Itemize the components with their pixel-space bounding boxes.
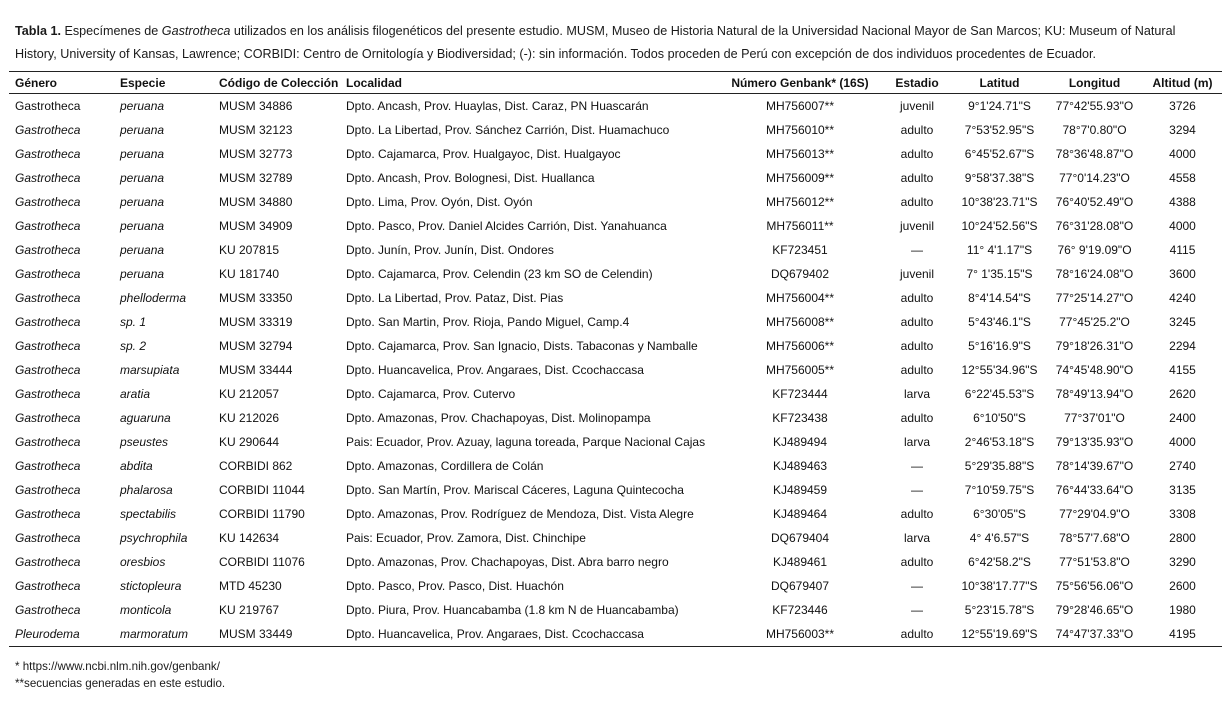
cell-localidad: Dpto. San Martín, Prov. Mariscal Cáceres, Laguna Quintecocha (346, 483, 684, 497)
cell-altitud: 4388 (1169, 195, 1196, 209)
cell-altitud: 4240 (1169, 291, 1196, 305)
table-row (9, 526, 1222, 550)
cell-genero: Gastrotheca (15, 531, 81, 545)
cell-localidad: Dpto. Amazonas, Prov. Chachapoyas, Dist. Abra barro negro (346, 555, 669, 569)
cell-codigo: MUSM 33319 (219, 315, 293, 329)
cell-longitud: 75°56'56.06"O (1055, 579, 1134, 593)
cell-localidad: Pais: Ecuador, Prov. Azuay, laguna toreada, Parque Nacional Cajas (346, 435, 706, 449)
cell-genbank: MH756006** (765, 339, 835, 353)
cell-latitud: 12°55'34.96"S (961, 363, 1038, 377)
cell-latitud: 2°46'53.18"S (964, 435, 1035, 449)
cell-genbank: KF723444 (772, 387, 828, 401)
cell-longitud: 77°37'01"O (1064, 411, 1125, 425)
header-altitud: Altitud (m) (1143, 72, 1222, 94)
cell-longitud: 76°40'52.49"O (1055, 195, 1134, 209)
cell-genero: Gastrotheca (15, 339, 81, 353)
footnote-sequences: **secuencias generadas en este estudio. (15, 677, 226, 690)
cell-estadio: adulto (900, 555, 934, 569)
cell-especie: monticola (120, 603, 172, 617)
cell-localidad: Dpto. Junín, Prov. Junín, Dist. Ondores (346, 243, 554, 257)
cell-estadio: adulto (900, 147, 934, 161)
table-row (9, 118, 1222, 142)
cell-genbank: MH756005** (765, 363, 835, 377)
cell-genbank: KF723446 (772, 603, 828, 617)
cell-genbank: KJ489459 (772, 483, 828, 497)
cell-latitud: 10°24'52.56"S (961, 219, 1038, 233)
cell-longitud: 76° 9'19.09"O (1057, 243, 1132, 257)
cell-altitud: 3294 (1169, 123, 1196, 137)
cell-especie: peruana (120, 195, 165, 209)
cell-latitud: 4° 4'6.57"S (969, 531, 1030, 545)
cell-especie: aratia (120, 387, 151, 401)
cell-localidad: Dpto. Amazonas, Prov. Chachapoyas, Dist. Molinopampa (346, 411, 651, 425)
cell-especie: phalarosa (120, 483, 173, 497)
cell-longitud: 77°51'53.8"O (1059, 555, 1130, 569)
cell-longitud: 79°18'26.31"O (1055, 339, 1134, 353)
cell-localidad: Dpto. Lima, Prov. Oyón, Dist. Oyón (346, 195, 533, 209)
cell-altitud: 4155 (1169, 363, 1196, 377)
cell-genbank: DQ679402 (770, 267, 830, 281)
table-header-row (9, 72, 1222, 94)
cell-longitud: 78°16'24.08"O (1055, 267, 1134, 281)
cell-localidad: Dpto. Pasco, Prov. Daniel Alcides Carrión, Dist. Yanahuanca (346, 219, 667, 233)
cell-codigo: KU 181740 (219, 267, 280, 281)
cell-genero: Gastrotheca (15, 267, 81, 281)
cell-estadio: adulto (900, 123, 934, 137)
cell-codigo: MTD 45230 (219, 579, 282, 593)
cell-genero: Gastrotheca (15, 411, 81, 425)
cell-latitud: 10°38'17.77"S (961, 579, 1038, 593)
cell-longitud: 79°13'35.93"O (1055, 435, 1134, 449)
cell-localidad: Dpto. Ancash, Prov. Bolognesi, Dist. Huallanca (346, 171, 595, 185)
table-row (9, 310, 1222, 334)
cell-genero: Gastrotheca (15, 387, 81, 401)
cell-codigo: CORBIDI 11076 (219, 555, 305, 569)
cell-codigo: KU 212057 (219, 387, 280, 401)
cell-genbank: KJ489461 (772, 555, 828, 569)
cell-codigo: KU 212026 (219, 411, 280, 425)
table-row (9, 430, 1222, 454)
cell-codigo: CORBIDI 862 (219, 459, 293, 473)
cell-altitud: 3245 (1169, 315, 1196, 329)
cell-especie: peruana (120, 123, 165, 137)
cell-localidad: Dpto. Amazonas, Cordillera de Colán (346, 459, 544, 473)
caption-genus: Gastrotheca (161, 24, 231, 38)
table-row (9, 142, 1222, 166)
header-longitud: Longitud (1046, 72, 1143, 94)
cell-codigo: KU 142634 (219, 531, 280, 545)
table-row (9, 406, 1222, 430)
cell-genero: Gastrotheca (15, 483, 81, 497)
cell-codigo: MUSM 34880 (219, 195, 293, 209)
header-especie: Especie (114, 72, 213, 94)
cell-genero: Gastrotheca (15, 507, 81, 521)
cell-altitud: 3600 (1169, 267, 1196, 281)
cell-especie: peruana (120, 99, 165, 113)
cell-altitud: 2800 (1169, 531, 1196, 545)
cell-especie: peruana (120, 267, 165, 281)
cell-especie: marsupiata (120, 363, 180, 377)
cell-codigo: MUSM 34909 (219, 219, 293, 233)
cell-altitud: 4115 (1169, 243, 1196, 257)
cell-especie: abdita (120, 459, 153, 473)
cell-codigo: KU 219767 (219, 603, 280, 617)
cell-especie: peruana (120, 171, 165, 185)
cell-localidad: Dpto. Ancash, Prov. Huaylas, Dist. Caraz, PN Huascarán (346, 99, 649, 113)
table-row (9, 622, 1222, 647)
cell-localidad: Dpto. San Martin, Prov. Rioja, Pando Miguel, Camp.4 (346, 315, 630, 329)
cell-codigo: MUSM 32773 (219, 147, 293, 161)
table-row (9, 94, 1222, 119)
cell-longitud: 79°28'46.65"O (1055, 603, 1134, 617)
cell-estadio: adulto (900, 315, 934, 329)
cell-longitud: 76°31'28.08"O (1055, 219, 1134, 233)
cell-estadio: adulto (900, 339, 934, 353)
cell-estadio: — (911, 579, 923, 593)
cell-genbank: KF723438 (772, 411, 828, 425)
table-row (9, 286, 1222, 310)
cell-especie: spectabilis (120, 507, 177, 521)
cell-longitud: 77°29'04.9"O (1059, 507, 1130, 521)
cell-estadio: adulto (881, 622, 953, 647)
cell-codigo: KU 207815 (219, 243, 280, 257)
cell-localidad: Dpto. La Libertad, Prov. Pataz, Dist. Pias (346, 291, 564, 305)
cell-genero: Gastrotheca (15, 123, 81, 137)
table-row (9, 454, 1222, 478)
cell-genero: Gastrotheca (15, 363, 81, 377)
table-caption (15, 20, 1215, 66)
cell-genero: Gastrotheca (15, 243, 81, 257)
cell-latitud: 6°30'05"S (973, 507, 1026, 521)
footnotes (15, 658, 225, 692)
cell-latitud: 6°42'58.2"S (968, 555, 1031, 569)
cell-altitud: 2400 (1169, 411, 1196, 425)
cell-especie: aguaruna (120, 411, 171, 425)
cell-altitud: 3308 (1169, 507, 1196, 521)
cell-localidad: Dpto. Cajamarca, Prov. Cutervo (346, 387, 516, 401)
cell-genero: Gastrotheca (15, 171, 81, 185)
cell-codigo: MUSM 32123 (219, 123, 293, 137)
cell-estadio: adulto (900, 363, 934, 377)
cell-altitud: 3290 (1169, 555, 1196, 569)
cell-latitud: 11° 4'1.17"S (966, 243, 1033, 257)
cell-longitud: 74°45'48.90"O (1055, 363, 1134, 377)
cell-genbank: MH756009** (765, 171, 835, 185)
cell-genbank: MH756003** (719, 622, 881, 647)
cell-estadio: — (911, 243, 923, 257)
cell-longitud: 77°42'55.93"O (1055, 99, 1134, 113)
cell-especie: oresbios (120, 555, 166, 569)
table-row (9, 574, 1222, 598)
table-row (9, 214, 1222, 238)
cell-especie: psychrophila (120, 531, 188, 545)
cell-genero: Gastrotheca (15, 315, 81, 329)
cell-latitud: 5°29'35.88"S (964, 459, 1035, 473)
cell-latitud: 9°58'37.38"S (964, 171, 1035, 185)
cell-localidad: Dpto. Pasco, Prov. Pasco, Dist. Huachón (346, 579, 564, 593)
cell-genero: Gastrotheca (15, 147, 81, 161)
cell-localidad: Dpto. Huancavelica, Prov. Angaraes, Dist. Ccochaccasa (340, 622, 719, 647)
cell-codigo: MUSM 32794 (219, 339, 293, 353)
cell-genbank: KJ489464 (772, 507, 828, 521)
table-row (9, 382, 1222, 406)
cell-genero: Gastrotheca (15, 435, 81, 449)
cell-especie: stictopleura (120, 579, 182, 593)
cell-latitud: 7°53'52.95"S (964, 123, 1035, 137)
cell-codigo: CORBIDI 11790 (219, 507, 305, 521)
cell-codigo: MUSM 33444 (219, 363, 293, 377)
cell-genero: Gastrotheca (15, 459, 81, 473)
cell-altitud: 2294 (1169, 339, 1196, 353)
cell-altitud: 4000 (1169, 147, 1196, 161)
cell-longitud: 78°7'0.80"O (1062, 123, 1127, 137)
cell-especie: sp. 1 (120, 315, 147, 329)
cell-estadio: — (911, 603, 923, 617)
cell-altitud: 1980 (1169, 603, 1196, 617)
cell-longitud: 76°44'33.64"O (1055, 483, 1134, 497)
table-row (9, 550, 1222, 574)
cell-genero: Gastrotheca (15, 291, 81, 305)
cell-estadio: adulto (900, 411, 934, 425)
cell-localidad: Dpto. Cajamarca, Prov. Celendin (23 km SO de Celendin) (346, 267, 653, 281)
cell-latitud: 5°23'15.78"S (964, 603, 1035, 617)
header-genero: Género (9, 72, 114, 94)
cell-genbank: DQ679407 (770, 579, 830, 593)
cell-especie: phelloderma (120, 291, 187, 305)
cell-longitud: 78°57'7.68"O (1059, 531, 1130, 545)
cell-estadio: adulto (900, 291, 934, 305)
cell-codigo: CORBIDI 11044 (219, 483, 305, 497)
cell-latitud: 6°45'52.67"S (964, 147, 1035, 161)
cell-latitud: 8°4'14.54"S (968, 291, 1031, 305)
footnote-genbank-url: * https://www.ncbi.nlm.nih.gov/genbank/ (15, 660, 220, 673)
table-row (9, 358, 1222, 382)
cell-latitud: 12°55'19.69"S (953, 622, 1046, 647)
cell-altitud: 2600 (1169, 579, 1196, 593)
table-row (9, 334, 1222, 358)
table-row (9, 598, 1222, 622)
cell-estadio: — (911, 483, 923, 497)
cell-longitud: 77°45'25.2"O (1059, 315, 1130, 329)
table-row (9, 502, 1222, 526)
header-latitud: Latitud (953, 72, 1046, 94)
cell-latitud: 10°38'23.71"S (961, 195, 1038, 209)
cell-estadio: juvenil (899, 99, 935, 113)
cell-genbank: KJ489463 (772, 459, 828, 473)
cell-estadio: juvenil (899, 219, 935, 233)
table-row (9, 166, 1222, 190)
cell-localidad: Dpto. Amazonas, Prov. Rodríguez de Mendoza, Dist. Vista Alegre (346, 507, 694, 521)
cell-latitud: 6°10'50"S (973, 411, 1026, 425)
cell-estadio: adulto (900, 195, 934, 209)
caption-text-1: Especímenes de (60, 24, 162, 38)
caption-label: Tabla 1. (15, 24, 61, 38)
cell-altitud: 4558 (1169, 171, 1196, 185)
cell-latitud: 7°10'59.75"S (964, 483, 1035, 497)
table-row (9, 190, 1222, 214)
cell-latitud: 5°43'46.1"S (968, 315, 1031, 329)
cell-longitud: 78°14'39.67"O (1055, 459, 1134, 473)
cell-longitud: 74°47'37.33"O (1046, 622, 1143, 647)
cell-especie: peruana (120, 219, 165, 233)
cell-longitud: 78°49'13.94"O (1055, 387, 1134, 401)
cell-localidad: Dpto. Huancavelica, Prov. Angaraes, Dist. Ccochaccasa (346, 363, 644, 377)
cell-especie: peruana (120, 147, 165, 161)
cell-especie: peruana (120, 243, 165, 257)
cell-estadio: larva (903, 387, 930, 401)
cell-longitud: 78°36'48.87"O (1055, 147, 1134, 161)
cell-localidad: Dpto. La Libertad, Prov. Sánchez Carrión, Dist. Huamachuco (346, 123, 670, 137)
cell-genero: Gastrotheca (15, 555, 81, 569)
cell-estadio: larva (903, 435, 930, 449)
cell-especie: pseustes (120, 435, 169, 449)
cell-genero: Gastrotheca (15, 219, 81, 233)
cell-genbank: MH756004** (765, 291, 835, 305)
header-localidad: Localidad (340, 72, 719, 94)
header-genbank: Número Genbank* (16S) (719, 72, 881, 94)
cell-localidad: Dpto. Cajamarca, Prov. Hualgayoc, Dist. Hualgayoc (346, 147, 621, 161)
cell-estadio: larva (903, 531, 930, 545)
cell-altitud: 4000 (1169, 219, 1196, 233)
cell-latitud: 6°22'45.53"S (964, 387, 1035, 401)
cell-longitud: 77°0'14.23"O (1059, 171, 1130, 185)
cell-codigo: MUSM 33449 (213, 622, 340, 647)
cell-genero: Pleurodema (9, 622, 114, 647)
cell-estadio: adulto (900, 171, 934, 185)
cell-codigo: MUSM 33350 (219, 291, 293, 305)
table-row (9, 238, 1222, 262)
cell-altitud: 3135 (1169, 483, 1196, 497)
cell-latitud: 5°16'16.9"S (968, 339, 1031, 353)
cell-genbank: MH756010** (765, 123, 835, 137)
table-body (9, 94, 1222, 647)
header-estadio: Estadio (881, 72, 953, 94)
cell-localidad: Pais: Ecuador, Prov. Zamora, Dist. Chinchipe (346, 531, 586, 545)
cell-genbank: MH756013** (765, 147, 835, 161)
cell-genero: Gastrotheca (15, 603, 81, 617)
cell-genbank: MH756011** (766, 219, 834, 233)
table-row (9, 478, 1222, 502)
cell-genero: Gastrotheca (15, 579, 81, 593)
cell-altitud: 4000 (1169, 435, 1196, 449)
table-row (9, 262, 1222, 286)
cell-longitud: 77°25'14.27"O (1055, 291, 1134, 305)
cell-genbank: MH756008** (765, 315, 835, 329)
header-codigo: Código de Colección (213, 72, 340, 94)
cell-codigo: MUSM 34886 (219, 99, 293, 113)
cell-especie: marmoratum (114, 622, 213, 647)
cell-codigo: MUSM 32789 (219, 171, 293, 185)
cell-altitud: 3726 (1169, 99, 1196, 113)
cell-latitud: 7° 1'35.15"S (966, 267, 1033, 281)
cell-localidad: Dpto. Cajamarca, Prov. San Ignacio, Dists. Tabaconas y Namballe (346, 339, 698, 353)
cell-genbank: KF723451 (772, 243, 828, 257)
cell-genbank: MH756007** (765, 99, 835, 113)
cell-estadio: juvenil (899, 267, 935, 281)
cell-latitud: 9°1'24.71"S (968, 99, 1031, 113)
cell-genbank: MH756012** (765, 195, 835, 209)
cell-estadio: adulto (900, 507, 934, 521)
cell-altitud: 2620 (1169, 387, 1196, 401)
specimens-table (9, 71, 1222, 647)
cell-genbank: KJ489494 (772, 435, 828, 449)
cell-altitud: 2740 (1169, 459, 1196, 473)
cell-codigo: KU 290644 (219, 435, 280, 449)
cell-genero: Gastrotheca (15, 195, 81, 209)
cell-genero: Gastrotheca (15, 99, 81, 113)
cell-estadio: — (911, 459, 923, 473)
cell-localidad: Dpto. Piura, Prov. Huancabamba (1.8 km N de Huancabamba) (346, 603, 679, 617)
cell-especie: sp. 2 (120, 339, 147, 353)
cell-genbank: DQ679404 (770, 531, 830, 545)
caption-text-2: utilizados en los análisis filogenéticos del presente estudio. MUSM, Museo de Historia Natural de la Universidad Nacional Mayor de San Marcos; KU: Museum of Natural History, University of Kansas, Lawrence; CORBIDI: Centro de Ornitología y Biodiversidad; (-): sin información. Todos proceden de Perú con excepción de dos individuos procedentes de Ecuador. (15, 24, 1176, 61)
cell-altitud: 4195 (1143, 622, 1222, 647)
